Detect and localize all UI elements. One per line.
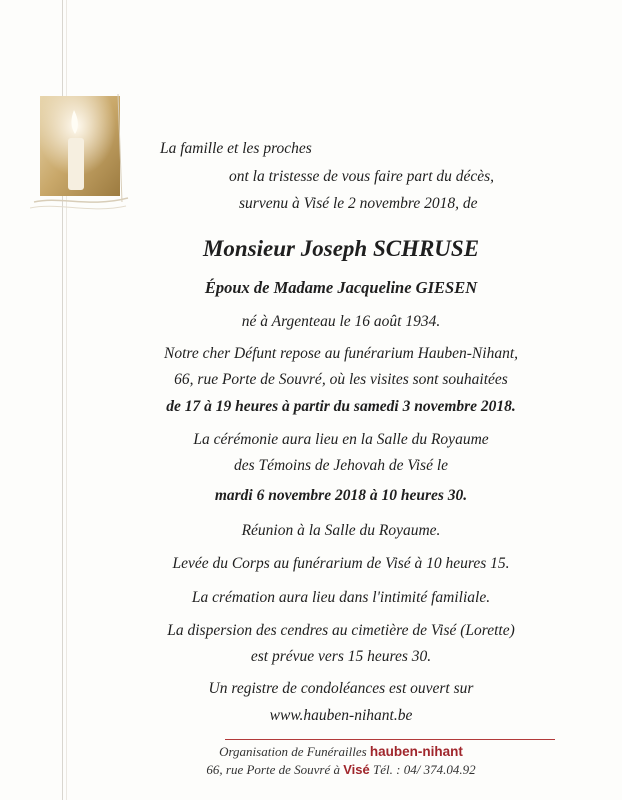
- ashes-line-2: est prévue vers 15 heures 30.: [250, 648, 432, 665]
- ceremony-datetime: mardi 6 novembre 2018 à 10 heures 30.: [214, 487, 468, 504]
- footer-phone: Tél. : 04/ 374.04.92: [373, 762, 476, 777]
- footer-street: 66, rue Porte de Souvré à: [206, 762, 340, 777]
- registry-website-link[interactable]: www.hauben-nihant.be: [269, 707, 413, 724]
- deceased-name: Monsieur Joseph SCHRUSE: [202, 236, 480, 261]
- cremation-line: La crémation aura lieu dans l'intimité familiale.: [191, 589, 491, 606]
- ceremony-line-2: des Témoins de Jehovah de Visé le: [233, 457, 449, 474]
- birth-line: né à Argenteau le 16 août 1934.: [241, 313, 441, 330]
- ashes-line-1: La dispersion des cendres au cimetière de Visé (Lorette): [167, 622, 515, 639]
- footer-separator: [225, 739, 555, 740]
- departure-line: Levée du Corps au funérarium de Visé à 10 heures 15.: [172, 555, 510, 572]
- footer-city: Visé: [343, 762, 370, 777]
- footer-org-prefix: Organisation de Funérailles: [219, 744, 367, 759]
- rest-line-1: Notre cher Défunt repose au funérarium Hauben-Nihant,: [163, 345, 519, 362]
- candle-emblem: [30, 90, 130, 218]
- footer-org: [60, 744, 622, 760]
- spouse-line: Époux de Madame Jacqueline GIESEN: [204, 278, 478, 297]
- rest-line-2: 66, rue Porte de Souvré, où les visites sont souhaitées: [174, 371, 508, 388]
- intro-text: La famille et les proches: [160, 140, 312, 157]
- footer-address: [60, 762, 622, 778]
- ceremony-line-1: La cérémonie aura lieu en la Salle du Royaume: [193, 431, 489, 448]
- brand-logo: hauben-nihant: [369, 744, 463, 759]
- registry-line: Un registre de condoléances est ouvert sur: [208, 680, 474, 697]
- death-place-date: survenu à Visé le 2 novembre 2018, de: [239, 195, 478, 212]
- meeting-line: Réunion à la Salle du Royaume.: [241, 522, 441, 539]
- visiting-hours: de 17 à 19 heures à partir du samedi 3 novembre 2018.: [166, 398, 516, 415]
- sorrow-text: ont la tristesse de vous faire part du décès,: [229, 168, 495, 185]
